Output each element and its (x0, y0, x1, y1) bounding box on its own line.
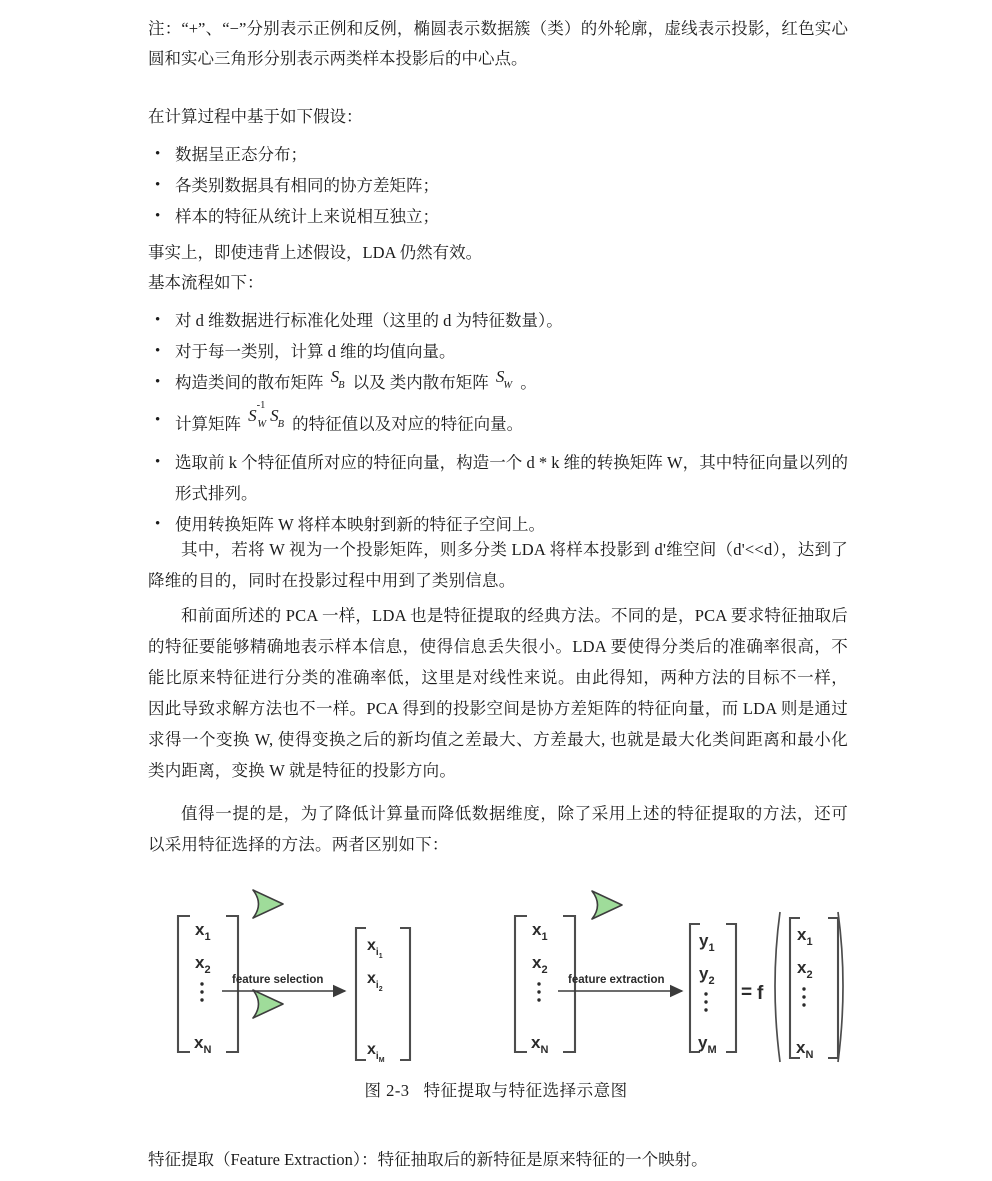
vector-element: $x_i1$ (367, 937, 383, 960)
assumptions-conclusion: 事实上，即使违背上述假设，LDA 仍然有效。 (148, 243, 483, 262)
trailing-paragraph: 特征提取（Feature Extraction）：特征抽取后的新特征是原来特征的一个映射。 (148, 1150, 708, 1169)
arrow-label-feature-extraction: feature extraction (568, 974, 665, 986)
vector-element: $y_2$ (699, 964, 715, 987)
figure-2-3 (0, 880, 992, 1110)
vector-element: $x_N$ (531, 1033, 549, 1056)
projection-paragraph-block (148, 534, 848, 596)
arrow-label-feature-selection: feature selection (232, 974, 324, 986)
equals-symbol: = (741, 982, 753, 1003)
list-item: • 样本的特征从统计上来说相互独立； (148, 201, 848, 232)
trailing-paragraph-block (148, 1145, 868, 1175)
vector-element: $x_2$ (797, 958, 813, 981)
figure-note-text: 注：“+”、“−”分别表示正例和反例，椭圆表示数据簇（类）的外轮廓，虚线表示投影，红色实心圆和实心三角形分别表示两类样本投影后的中心点。 (148, 19, 848, 68)
note-block (148, 14, 848, 74)
vector-element: $x_1$ (195, 920, 211, 943)
list-item (148, 447, 848, 509)
vector-element: $x_N$ (194, 1033, 212, 1056)
step-text: 选取前 k 个特征值所对应的特征向量，构造一个 d * k 维的转换矩阵 W，其中特征向量以列的形式排列。 (175, 453, 848, 504)
green-arrow-icon (253, 990, 283, 1018)
vector-element: $x_i2$ (367, 970, 383, 993)
math-symbol-sw: $S_W$ (495, 367, 513, 392)
list-item: • 各类别数据具有相同的协方差矩阵； (148, 170, 848, 201)
list-item (148, 400, 848, 447)
assumptions-lead: 在计算过程中基于如下假设： (148, 107, 363, 126)
vector-element: $x_N$ (796, 1038, 814, 1061)
projection-paragraph: 其中，若将 W 视为一个投影矩阵，则多分类 LDA 将样本投影到 d'维空间（d'<<d），达到了降维的目的，同时在投影过程中用到了类别信息。 (148, 540, 848, 590)
math-symbol-sb2: $S_B$ (270, 406, 285, 431)
feature-selection-paragraph: 值得一提的是，为了降低计算量而降低数据维度，除了采用上述的特征提取的方法，还可以采用特征选择的方法。两者区别如下： (148, 804, 848, 854)
pca-lda-paragraph-block (148, 600, 848, 786)
step-text: 计算矩阵 (175, 415, 241, 435)
figure-svg (0, 880, 992, 1090)
figure-caption (0, 1077, 992, 1101)
process-steps-list (148, 305, 848, 540)
vector-element: $x_2$ (532, 953, 548, 976)
vector-element: $x_1$ (532, 920, 548, 943)
assumptions-block (148, 102, 848, 268)
step-text: 使用转换矩阵 W 将样本映射到新的特征子空间上。 (175, 515, 546, 535)
list-item (148, 336, 848, 367)
list-item: • 数据呈正态分布； (148, 139, 848, 170)
vector-element: $y_1$ (699, 931, 715, 954)
math-symbol-sb: $S_B$ (330, 367, 345, 392)
assumptions-list (148, 139, 848, 232)
step-text: 对 d 维数据进行标准化处理（这里的 d 为特征数量）。 (175, 311, 563, 330)
pca-lda-paragraph: 和前面所述的 PCA 一样，LDA 也是特征提取的经典方法。不同的是，PCA 要求特征抽取后的特征要能够精确地表示样本信息，使得信息丢失很小。LDA 要使得分类后的准确率很高，不能比原来特征进行分类的准确率低，这里是对线性来说。由此得知，两种方法的目标不一样，因此导致求解方法也不一样。PCA 得到的投影空间是协方差矩阵的特征向量，而 LDA 则是通过求得一个变换 W, 使得变换之后的新均值之差最大、方差最大, 也就是最大化类间距离和最小化类内距离，变换 W 就是特征的投影方向。 (148, 606, 848, 780)
vector-element: $x_1$ (797, 925, 813, 948)
step-text-after: 。 (520, 373, 537, 392)
step-text: 对于每一类别，计算 d 维的均值向量。 (175, 342, 456, 361)
step-text-mid: 以及 类内散布矩阵 (352, 373, 489, 392)
process-block (148, 268, 848, 540)
list-item (148, 305, 848, 336)
list-item (148, 367, 848, 405)
green-arrow-icon (592, 891, 622, 919)
vector-element: $y_M$ (698, 1033, 717, 1056)
green-arrow-icon (253, 890, 283, 918)
vector-element: $x_iM$ (367, 1041, 385, 1064)
function-symbol: f (757, 983, 764, 1004)
figure-caption-number: 图 2-3 (364, 1081, 410, 1100)
figure-caption-text: 特征提取与特征选择示意图 (423, 1081, 628, 1100)
process-lead: 基本流程如下： (148, 273, 264, 292)
math-symbol-sw-inverse: $S^{-1}_W$ (248, 400, 267, 431)
feature-selection-paragraph-block (148, 798, 848, 860)
vector-element: $x_2$ (195, 953, 211, 976)
step-text-after: 的特征值以及对应的特征向量。 (292, 415, 524, 435)
step-text: 构造类间的散布矩阵 (175, 373, 324, 392)
